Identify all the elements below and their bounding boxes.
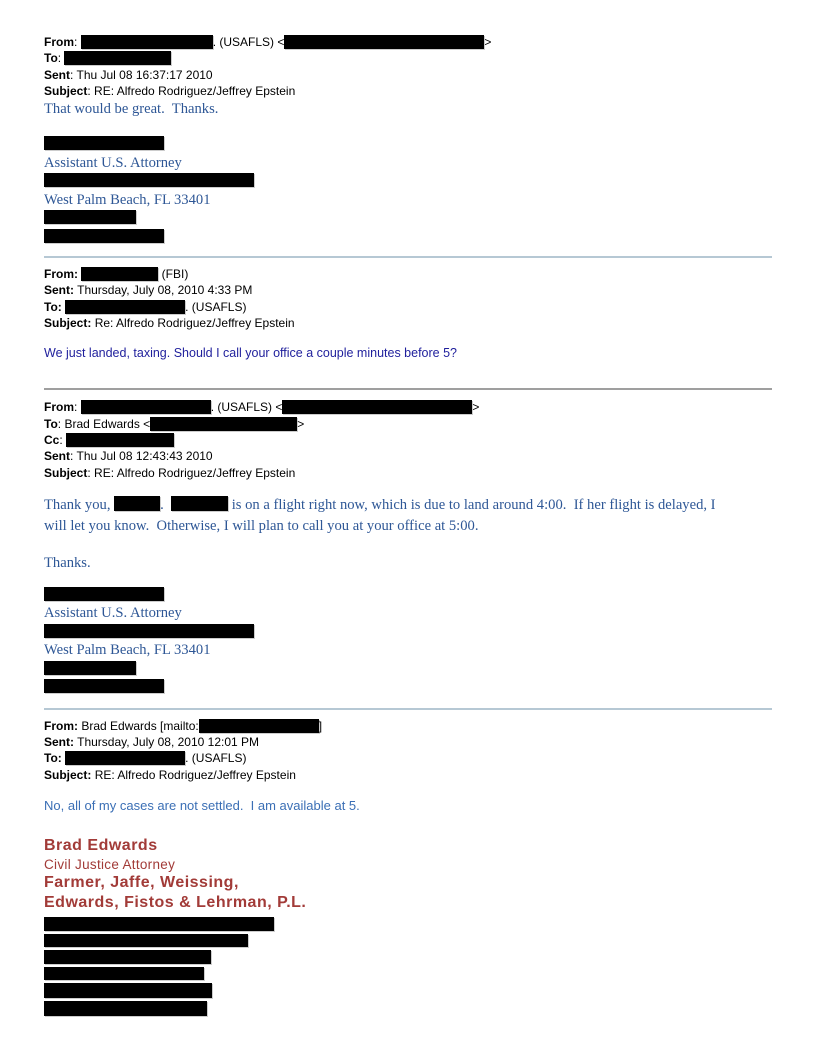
text-segment: Thanks. — [44, 554, 91, 571]
text-segment: Re: Alfredo Rodriguez/Jeffrey Epstein — [94, 316, 295, 331]
redaction-bar — [44, 679, 164, 693]
redaction-bar — [199, 719, 319, 733]
body-paragraph — [44, 553, 772, 574]
header-line-sent — [44, 734, 772, 750]
text-segment: Thank you, — [44, 496, 115, 513]
header-label: To — [44, 416, 58, 431]
body-line — [44, 100, 772, 119]
signature-redaction — [44, 1001, 207, 1016]
header-label: Sent: — [44, 735, 74, 750]
redaction-bar — [66, 433, 174, 447]
header-line-subject — [44, 315, 772, 331]
header-line-subject: Subject: RE: Alfredo Rodriguez/Jeffrey Epstein — [44, 465, 296, 480]
redaction-bar — [44, 229, 164, 243]
redaction-bar — [44, 624, 254, 638]
text-segment: RE: Alfredo Rodriguez/Jeffrey Epstein — [94, 83, 296, 98]
signature-block — [44, 836, 772, 1016]
text-segment: Brad Edwards < — [64, 416, 151, 431]
signature-text: Civil Justice Attorney — [44, 857, 176, 873]
body-paragraph — [44, 345, 772, 362]
signature-redaction — [44, 586, 772, 605]
header-line-from — [44, 266, 772, 282]
signature-redaction — [44, 934, 248, 948]
header-label: From: — [44, 718, 78, 733]
signature-redaction — [44, 172, 772, 191]
body-line — [44, 345, 772, 362]
header-label: Sent — [44, 67, 71, 82]
email-headers — [44, 718, 772, 783]
body-line — [44, 495, 772, 516]
header-line-from — [44, 718, 772, 734]
signature-text: Assistant U.S. Attorney — [44, 605, 182, 622]
text-segment: Thu Jul 08 12:43:43 2010 — [76, 449, 213, 464]
email-headers — [44, 399, 772, 480]
text-segment: ] — [318, 718, 323, 733]
redaction-bar — [81, 267, 158, 281]
header-label: Sent: — [44, 283, 74, 298]
header-label: Subject: — [44, 767, 92, 782]
signature-text: Farmer, Jaffe, Weissing, — [44, 874, 239, 892]
signature-redaction — [44, 228, 772, 247]
redaction-bar — [114, 496, 160, 511]
text-segment: Thursday, July 08, 2010 4:33 PM — [77, 283, 253, 298]
signature-block — [44, 586, 772, 697]
header-label: Subject — [44, 465, 88, 480]
section-divider — [44, 388, 772, 390]
email-3 — [44, 399, 772, 696]
text-segment: . — [160, 496, 172, 513]
signature-block — [44, 135, 772, 246]
text-segment: > — [472, 400, 480, 415]
email-headers — [44, 34, 772, 99]
signature-text: West Palm Beach, FL 33401 — [44, 191, 211, 208]
text-segment: We just landed, taxing. Should I call your office a couple minutes before 5? — [44, 346, 457, 361]
header-label: To: — [44, 299, 62, 314]
text-segment: . (USAFLS) < — [210, 400, 283, 415]
text-segment: is on a flight right now, which is due to land around 4:00. If her flight is delayed, I — [228, 496, 716, 513]
redaction-bar — [171, 496, 228, 511]
email-body — [44, 495, 772, 574]
body-paragraph — [44, 797, 772, 814]
email-headers — [44, 266, 772, 331]
redaction-bar — [44, 173, 254, 187]
redaction-bar — [284, 35, 484, 49]
body-line — [44, 553, 772, 574]
redaction-bar — [64, 51, 171, 65]
text-segment: Thu Jul 08 16:37:17 2010 — [76, 67, 213, 82]
signature-text: Edwards, Fistos & Lehrman, P.L. — [44, 894, 307, 912]
header-label: From — [44, 400, 74, 415]
header-line-to: To: Brad Edwards < > — [44, 416, 305, 431]
body-line — [44, 797, 772, 814]
header-label: To — [44, 51, 58, 66]
header-label: From: — [44, 267, 78, 282]
header-line-subject — [44, 767, 772, 783]
redaction-bar — [65, 751, 185, 765]
text-segment: RE: Alfredo Rodriguez/Jeffrey Epstein — [94, 767, 296, 782]
redaction-bar — [65, 300, 185, 314]
text-segment: No, all of my cases are not settled. I am available at 5. — [44, 798, 360, 814]
signature-redaction — [44, 135, 772, 154]
text-segment: will let you know. Otherwise, I will plan to call you at your office at 5:00. — [44, 517, 479, 534]
section-divider — [44, 256, 772, 258]
header-line-to: To: — [44, 50, 772, 66]
header-line-subject: Subject: RE: Alfredo Rodriguez/Jeffrey Epstein — [44, 83, 296, 98]
redaction-bar — [282, 400, 472, 414]
header-line-sent: Sent: Thu Jul 08 16:37:17 2010 — [44, 67, 213, 82]
email-body — [44, 345, 772, 362]
signature-redaction — [44, 950, 211, 964]
signature-text: West Palm Beach, FL 33401 — [44, 642, 211, 659]
text-segment: . (USAFLS) < — [212, 35, 285, 49]
section-divider — [44, 708, 772, 710]
signature-redaction — [44, 660, 772, 679]
text-segment: That would be great. Thanks. — [44, 101, 219, 118]
header-label: Subject — [44, 83, 88, 98]
header-line-sent — [44, 282, 772, 298]
redaction-bar — [150, 417, 297, 431]
body-paragraph — [44, 100, 772, 119]
header-label: To: — [44, 751, 62, 766]
text-segment: Thursday, July 08, 2010 12:01 PM — [77, 735, 260, 750]
body-paragraph — [44, 495, 772, 537]
signature-redaction — [44, 917, 274, 931]
text-segment: > — [297, 416, 305, 431]
text-segment: Brad Edwards [mailto: — [81, 718, 199, 733]
text-segment: (FBI) — [158, 267, 189, 282]
signature-text: Brad Edwards — [44, 837, 158, 855]
redaction-bar — [44, 661, 136, 675]
header-label: From — [44, 35, 74, 49]
signature-redaction — [44, 678, 772, 697]
body-line — [44, 516, 772, 537]
signature-redaction — [44, 983, 212, 998]
email-body — [44, 100, 772, 119]
text-segment: > — [484, 35, 492, 49]
redaction-bar — [81, 35, 213, 49]
signature-text: Assistant U.S. Attorney — [44, 154, 182, 171]
text-segment: RE: Alfredo Rodriguez/Jeffrey Epstein — [94, 465, 296, 480]
text-segment: . (USAFLS) — [185, 751, 247, 766]
redaction-bar — [44, 210, 136, 224]
email-body — [44, 797, 772, 814]
header-line-sent: Sent: Thu Jul 08 12:43:43 2010 — [44, 449, 213, 464]
signature-redaction — [44, 623, 772, 642]
header-label: Cc — [44, 432, 60, 447]
signature-redaction — [44, 209, 772, 228]
header-line-cc: Cc: — [44, 432, 772, 448]
header-line-to — [44, 299, 772, 315]
email-4 — [44, 718, 772, 1016]
signature-redaction — [44, 967, 204, 981]
header-label: Subject: — [44, 316, 92, 331]
redaction-bar — [81, 400, 211, 414]
email-1 — [44, 34, 772, 246]
header-line-from: From: . (USAFLS) < > — [44, 35, 492, 49]
text-segment: . (USAFLS) — [185, 299, 247, 314]
header-line-to — [44, 750, 772, 766]
redaction-bar — [44, 587, 164, 601]
redaction-bar — [44, 136, 164, 150]
header-line-from: From: . (USAFLS) < > — [44, 400, 480, 415]
header-label: Sent — [44, 449, 71, 464]
email-2 — [44, 266, 772, 362]
